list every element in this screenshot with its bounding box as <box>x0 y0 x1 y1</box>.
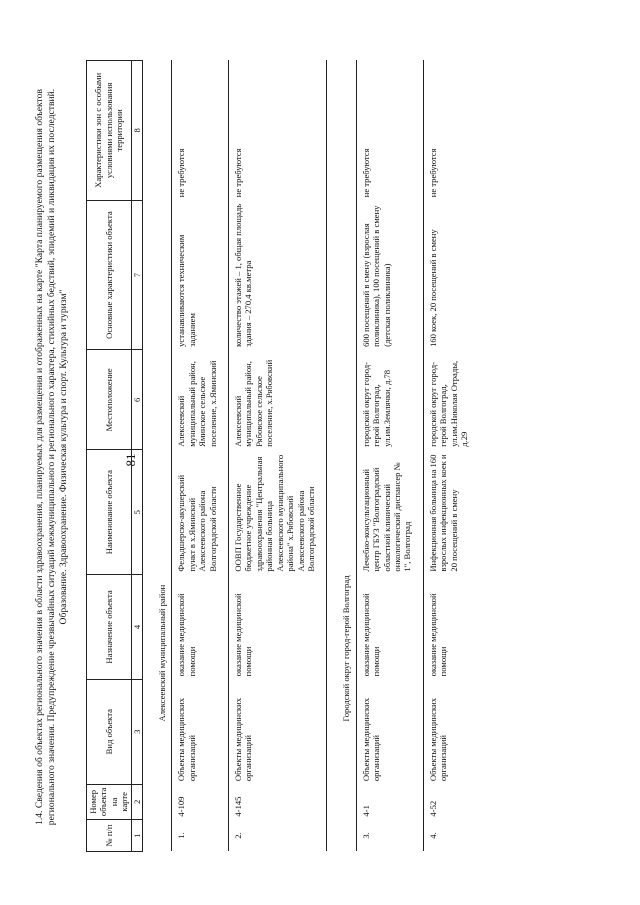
column-header: Характеристики зон с особыми условиями использования территории <box>87 61 132 201</box>
object-characteristics: 600 посещений в смену (взрослая поликлиника), 100 посещений в смену (детская поликлиника) <box>356 200 423 350</box>
map-number: 4-52 <box>423 784 479 819</box>
column-number: 4 <box>131 575 142 680</box>
column-number: 6 <box>131 350 142 450</box>
column-number-row <box>131 61 142 852</box>
object-location: городской округ город-герой Волгоград, ул.им.Землячки, д.78 <box>356 350 423 450</box>
object-zones: не требуются <box>172 61 229 201</box>
table-row <box>172 61 229 852</box>
rotated-content <box>28 60 628 860</box>
table-header-row <box>87 61 132 852</box>
column-header: Основные характеристики объекта <box>87 200 132 350</box>
object-purpose: оказание медицинской помощи <box>229 575 327 680</box>
object-purpose: оказание медицинской помощи <box>423 575 479 680</box>
column-header: Местоположение <box>87 350 132 450</box>
object-zones: не требуются <box>229 61 327 201</box>
table-row <box>229 61 327 852</box>
object-kind: Объекты медицинских организаций <box>172 679 229 784</box>
column-number: 3 <box>131 679 142 784</box>
map-number: 4-1 <box>356 784 423 819</box>
object-characteristics: 160 коек, 20 посещений в смену <box>423 200 479 350</box>
row-number: 3. <box>356 820 423 852</box>
page-number: 81 <box>123 453 138 467</box>
object-purpose: оказание медицинской помощи <box>356 575 423 680</box>
object-characteristics: устанавливаются техническим заданием <box>172 200 229 350</box>
object-name: Инфекционная больница на 160 взрослых инфекционных коек и 20 посещений в смену <box>423 450 479 575</box>
object-characteristics: количество этажей – 1, общая площадь здания – 270,4 кв.метра <box>229 200 327 350</box>
section-row <box>327 61 356 852</box>
column-number: 5 <box>131 450 142 575</box>
row-number: 4. <box>423 820 479 852</box>
object-location: Алексеевский муниципальный район, Рябовское сельское поселение, х.Рябовский <box>229 350 327 450</box>
object-kind: Объекты медицинских организаций <box>423 679 479 784</box>
column-header: № п/п <box>87 820 132 852</box>
object-name: Лечебно-консультационный центр ГБУЗ "Волгоградский областной клинический онкологический диспансер № 1", Волгоград <box>356 450 423 575</box>
object-location: Алексеевский муниципальный район, Яминское сельское поселение, х.Яминский <box>172 350 229 450</box>
section-row <box>143 61 172 852</box>
column-number: 1 <box>131 820 142 852</box>
row-number: 1. <box>172 820 229 852</box>
column-header: Вид объекта <box>87 679 132 784</box>
objects-table <box>86 60 479 852</box>
object-zones: не требуются <box>423 61 479 201</box>
section-title: Городской округ город-герой Волгоград <box>327 61 356 852</box>
document-heading: 1.4. Сведения об объектах регионального значения в области здравоохранения, планируемых для размещения и отображенных на карте "Карта планируемого размещения объектов регионального значения. Предупреждение чрезвычайных ситуаций межмуниципального и регионального характера, стихийных бедствий, эпидемий и ликвидация их последствий. Образование. Здравоохранение. Физическая культура и спорт. Культура и туризм" <box>34 88 69 826</box>
column-header: Номер объекта на карте <box>87 784 132 819</box>
column-header: Назначение объекта <box>87 575 132 680</box>
table-row <box>423 61 479 852</box>
column-number: 2 <box>131 784 142 819</box>
row-number: 2. <box>229 820 327 852</box>
column-header: Наименование объекта <box>87 450 132 575</box>
object-location: городской округ город-герой Волгоград, ул.им.Николая Отрады, д.29 <box>423 350 479 450</box>
object-kind: Объекты медицинских организаций <box>229 679 327 784</box>
object-name: Фельдшерско-акушерский пункт в х.Яминский Алексеевского района Волгоградской области <box>172 450 229 575</box>
object-zones: не требуются <box>356 61 423 201</box>
object-name: ООВП Государственное бюджетное учреждение здравоохранения "Центральная районная больница Алексеевского муниципального района" х.Рябовский Алексеевского района Волгоградской области <box>229 450 327 575</box>
column-number: 7 <box>131 200 142 350</box>
table-row <box>356 61 423 852</box>
section-title: Алексеевский муниципальный район <box>143 61 172 852</box>
map-number: 4-109 <box>172 784 229 819</box>
column-number: 8 <box>131 61 142 201</box>
map-number: 4-145 <box>229 784 327 819</box>
object-purpose: оказание медицинской помощи <box>172 575 229 680</box>
object-kind: Объекты медицинских организаций <box>356 679 423 784</box>
